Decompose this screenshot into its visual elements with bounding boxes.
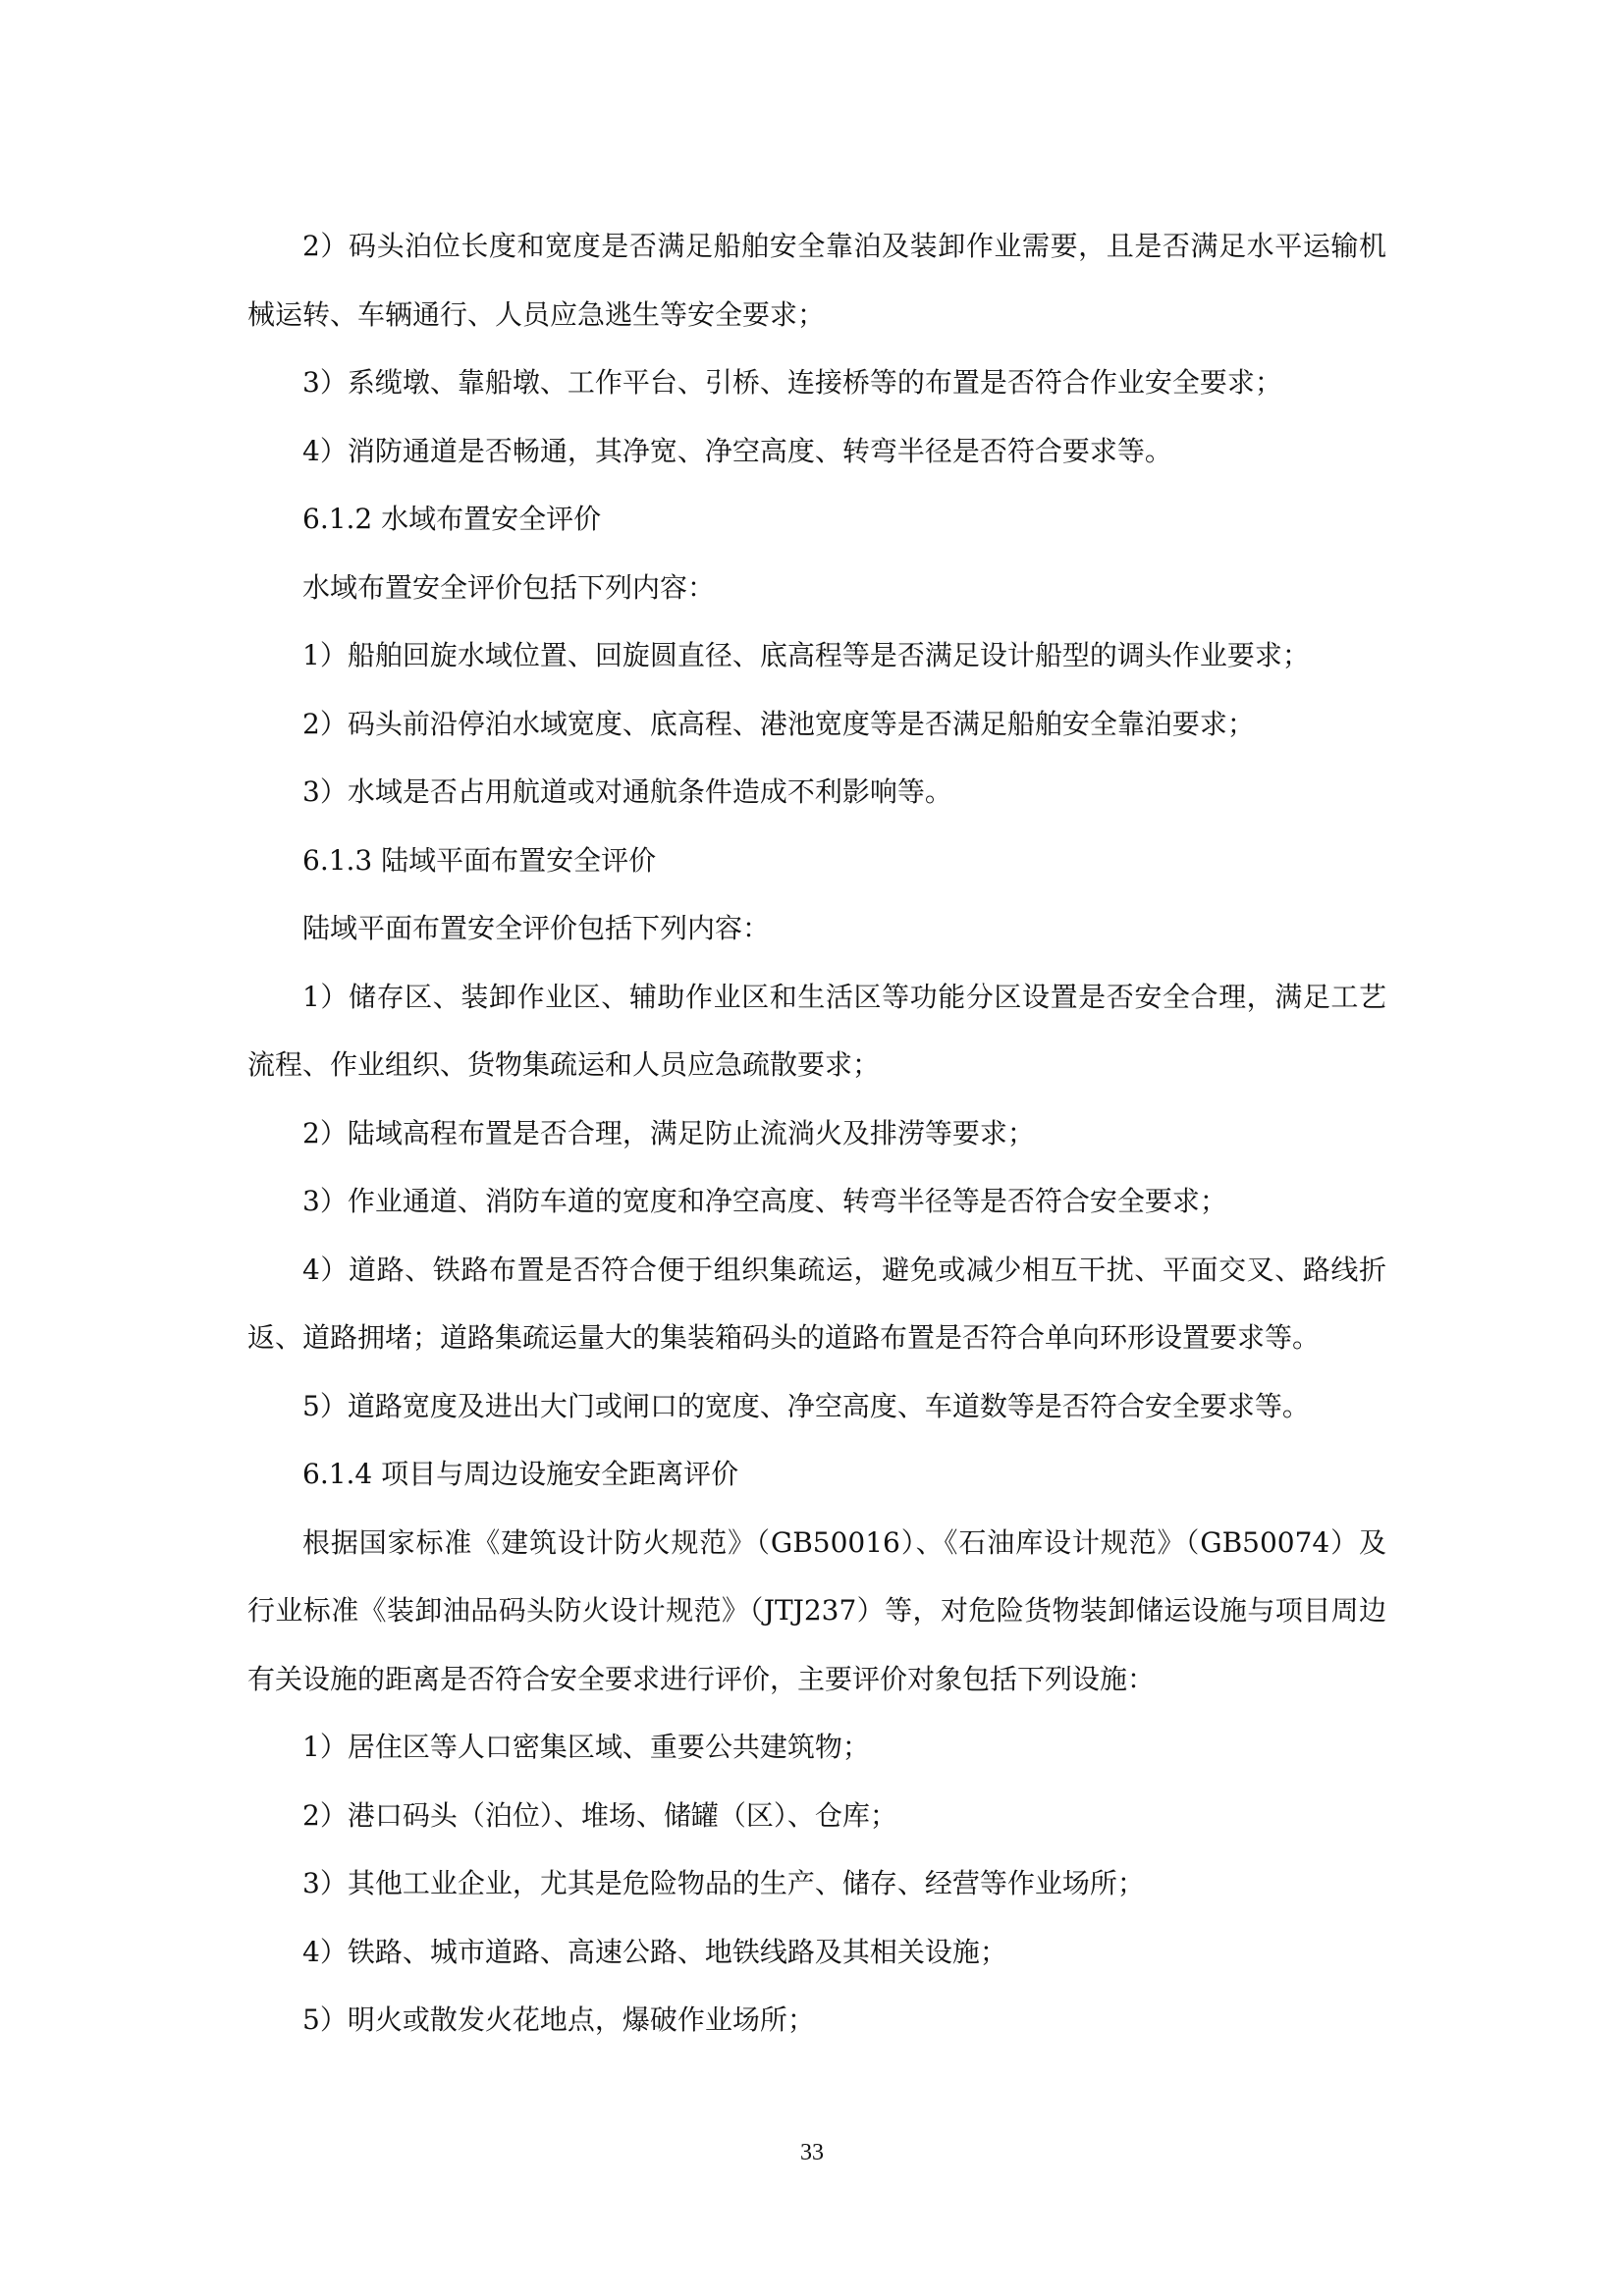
item-fire-passage: 4）消防通道是否畅通，其净宽、净空高度、转弯半径是否符合要求等。 [302,434,1172,467]
item-port-facilities: 2）港口码头（泊位）、堆场、储罐（区）、仓库； [302,1798,897,1832]
item-berthing-water: 2）码头前沿停泊水域宽度、底高程、港池宽度等是否满足船舶安全靠泊要求； [302,707,1255,740]
item-turning-basin: 1）船舶回旋水域位置、回旋圆直径、底高程等是否满足设计船型的调头作业要求； [302,639,1310,671]
item-open-fire: 5）明火或散发火花地点，爆破作业场所； [302,2003,815,2036]
item-land-elevation: 2）陆域高程布置是否合理，满足防止流淌火及排涝等要求； [302,1116,1035,1149]
item-residential: 1）居住区等人口密集区域、重要公共建筑物； [302,1731,870,1763]
section-6-1-2-title: 6.1.2 水域布置安全评价 [302,503,602,535]
item-industrial: 3）其他工业企业，尤其是危险物品的生产、储存、经营等作业场所； [302,1867,1145,1899]
land-area-intro: 陆域平面布置安全评价包括下列内容： [302,912,771,944]
water-area-intro: 水域布置安全评价包括下列内容： [302,570,716,604]
item-mooring-layout: 3）系缆墩、靠船墩、工作平台、引桥、连接桥等的布置是否符合作业安全要求； [302,366,1282,399]
item-berth-length: 2）码头泊位长度和宽度是否满足船舶安全靠泊及装卸作业需要，且是否满足水平运输机械运转、车辆通行、人员应急逃生等安全要求； [247,230,1386,331]
document-body [247,212,1386,2055]
item-functional-zones: 1）储存区、装卸作业区、辅助作业区和生活区等功能分区设置是否安全合理，满足工艺流程、作业组织、货物集疏运和人员应急疏散要求； [247,980,1386,1081]
item-operation-passage: 3）作业通道、消防车道的宽度和净空高度、转弯半径等是否符合安全要求； [302,1185,1227,1217]
section-6-1-3-title: 6.1.3 陆域平面布置安全评价 [302,843,657,877]
page-number: 33 [800,2140,824,2165]
item-channel-impact: 3）水域是否占用航道或对通航条件造成不利影响等。 [302,775,952,808]
safety-distance-intro: 根据国家标准《建筑设计防火规范》（GB50016）、《石油库设计规范》（GB50074）及行业标准《装卸油品码头防火设计规范》（JTJ237）等，对危险货物装卸储运设施与项目周边有关设施的距离是否符合安全要求进行评价，主要评价对象包括下列设施： [247,1525,1386,1695]
section-6-1-4-title: 6.1.4 项目与周边设施安全距离评价 [302,1458,739,1490]
item-road-rail-layout: 4）道路、铁路布置是否符合便于组织集疏运，避免或减少相互干扰、平面交叉、路线折返、道路拥堵；道路集疏运量大的集装箱码头的道路布置是否符合单向环形设置要求等。 [247,1253,1386,1354]
item-road-width: 5）道路宽度及进出大门或闸口的宽度、净空高度、车道数等是否符合安全要求等。 [302,1389,1310,1422]
item-transport: 4）铁路、城市道路、高速公路、地铁线路及其相关设施； [302,1935,1007,1968]
